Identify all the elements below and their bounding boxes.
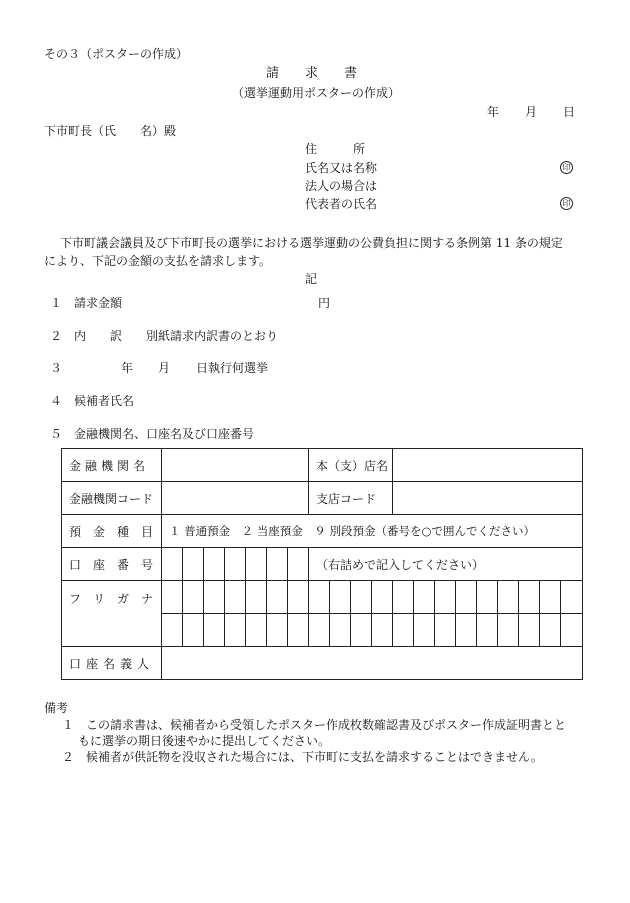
representative-label: 代表者の氏名 <box>305 197 378 211</box>
bank-account-table <box>61 448 583 680</box>
furigana-cell[interactable] <box>372 581 393 614</box>
furigana-cell[interactable] <box>540 614 561 647</box>
furigana-cell[interactable] <box>183 614 204 647</box>
branch-code-field[interactable] <box>393 482 583 515</box>
furigana-cell[interactable] <box>477 614 498 647</box>
item-claim-amount: １ 請求金額 <box>50 296 123 310</box>
item-election-number: ３ <box>50 361 63 375</box>
yen-unit: 円 <box>318 296 331 310</box>
furigana-cell[interactable] <box>204 581 225 614</box>
furigana-cell[interactable] <box>456 614 477 647</box>
account-digit-cell[interactable] <box>225 548 246 581</box>
ki-heading: 記 <box>305 272 318 286</box>
document-subtitle: （選挙運動用ポスターの作成） <box>232 86 401 100</box>
furigana-cell[interactable] <box>309 614 330 647</box>
furigana-cell[interactable] <box>456 581 477 614</box>
branch-code-label: 支店コード <box>309 482 393 515</box>
furigana-cell[interactable] <box>225 614 246 647</box>
breakdown-value: 別紙請求内訳書のとおり <box>146 329 279 343</box>
account-digit-cell[interactable] <box>246 548 267 581</box>
furigana-cell[interactable] <box>225 581 246 614</box>
furigana-cell[interactable] <box>204 614 225 647</box>
account-digit-cell[interactable] <box>162 548 183 581</box>
branch-name-label: 本（支）店名 <box>309 449 393 482</box>
furigana-cell[interactable] <box>351 614 372 647</box>
note-1-line2: もに選挙の期日後速やかに提出してください。 <box>78 734 331 748</box>
furigana-cell[interactable] <box>435 614 456 647</box>
furigana-cell[interactable] <box>561 614 583 647</box>
furigana-cell[interactable] <box>288 581 309 614</box>
furigana-cell[interactable] <box>183 581 204 614</box>
name-label: 氏名又は名称 <box>305 161 378 175</box>
account-digit-cell[interactable] <box>288 548 309 581</box>
account-digit-cell[interactable] <box>183 548 204 581</box>
furigana-cell[interactable] <box>540 581 561 614</box>
account-number-label: 口 座 番 号 <box>62 548 162 581</box>
furigana-cell[interactable] <box>414 581 435 614</box>
corporation-label: 法人の場合は <box>305 179 378 193</box>
account-digit-cell[interactable] <box>204 548 225 581</box>
furigana-cell[interactable] <box>519 614 540 647</box>
furigana-cell[interactable] <box>288 614 309 647</box>
note-2: ２ 候補者が供託物を没収された場合には、下市町に支払を請求することはできません。 <box>62 750 543 764</box>
furigana-cell[interactable] <box>372 614 393 647</box>
furigana-cell[interactable] <box>246 581 267 614</box>
request-paragraph-line2: により、下記の金額の支払を請求します。 <box>44 254 272 268</box>
form-number: その３（ポスターの作成） <box>44 47 189 61</box>
furigana-cell[interactable] <box>498 581 519 614</box>
item-bank-account: ５ 金融機関名、口座名及び口座番号 <box>50 427 255 441</box>
deposit-type-options[interactable]: １ 普通預金 ２ 当座預金 ９ 別段預金（番号を○で囲んでください） <box>162 515 583 548</box>
date-day-label: 日 <box>563 105 576 119</box>
bank-name-field[interactable] <box>162 449 309 482</box>
furigana-cell[interactable] <box>330 581 351 614</box>
furigana-cell[interactable] <box>414 614 435 647</box>
furigana-cell[interactable] <box>435 581 456 614</box>
furigana-cell[interactable] <box>330 614 351 647</box>
furigana-cell[interactable] <box>309 581 330 614</box>
account-holder-label: 口座名義人 <box>62 647 162 680</box>
item-breakdown: ２ 内 訳 <box>50 329 123 343</box>
furigana-cell[interactable] <box>498 614 519 647</box>
furigana-cell[interactable] <box>267 581 288 614</box>
election-text: 日執行何選挙 <box>196 361 269 375</box>
date-month-label: 月 <box>525 105 538 119</box>
bank-code-field[interactable] <box>162 482 309 515</box>
election-month-label: 月 <box>158 361 171 375</box>
furigana-label: フ リ ガ ナ <box>62 581 162 647</box>
account-digit-cell[interactable] <box>267 548 288 581</box>
furigana-cell[interactable] <box>267 614 288 647</box>
furigana-cell[interactable] <box>519 581 540 614</box>
address-label: 住 所 <box>305 142 366 156</box>
document-title: 請 求 書 <box>266 66 358 81</box>
seal-mark: 印 <box>560 197 573 210</box>
furigana-cell[interactable] <box>393 614 414 647</box>
account-number-note: （右詰めで記入してください） <box>309 548 583 581</box>
bank-name-label: 金融機関名 <box>62 449 162 482</box>
notes-title: 備考 <box>44 701 69 715</box>
furigana-cell[interactable] <box>393 581 414 614</box>
bank-code-label: 金融機関コード <box>62 482 162 515</box>
addressee: 下市町長（氏 名）殿 <box>44 124 177 138</box>
furigana-cell[interactable] <box>561 581 583 614</box>
furigana-cell[interactable] <box>351 581 372 614</box>
election-year-label: 年 <box>121 361 134 375</box>
account-holder-field[interactable] <box>162 647 583 680</box>
deposit-type-label: 預 金 種 目 <box>62 515 162 548</box>
date-year-label: 年 <box>487 105 500 119</box>
request-paragraph-line1: 下市町議会議員及び下市町長の選挙における選挙運動の公費負担に関する条例第 11 条の規定 <box>60 236 563 250</box>
note-1-line1: １ この請求書は、候補者から受領したポスター作成枚数確認書及びポスター作成証明書とと <box>62 718 567 732</box>
furigana-cell[interactable] <box>246 614 267 647</box>
furigana-cell[interactable] <box>162 581 183 614</box>
furigana-cell[interactable] <box>477 581 498 614</box>
seal-mark: 印 <box>560 161 573 174</box>
branch-name-field[interactable] <box>393 449 583 482</box>
item-candidate-name: ４ 候補者氏名 <box>50 394 135 408</box>
furigana-cell[interactable] <box>162 614 183 647</box>
